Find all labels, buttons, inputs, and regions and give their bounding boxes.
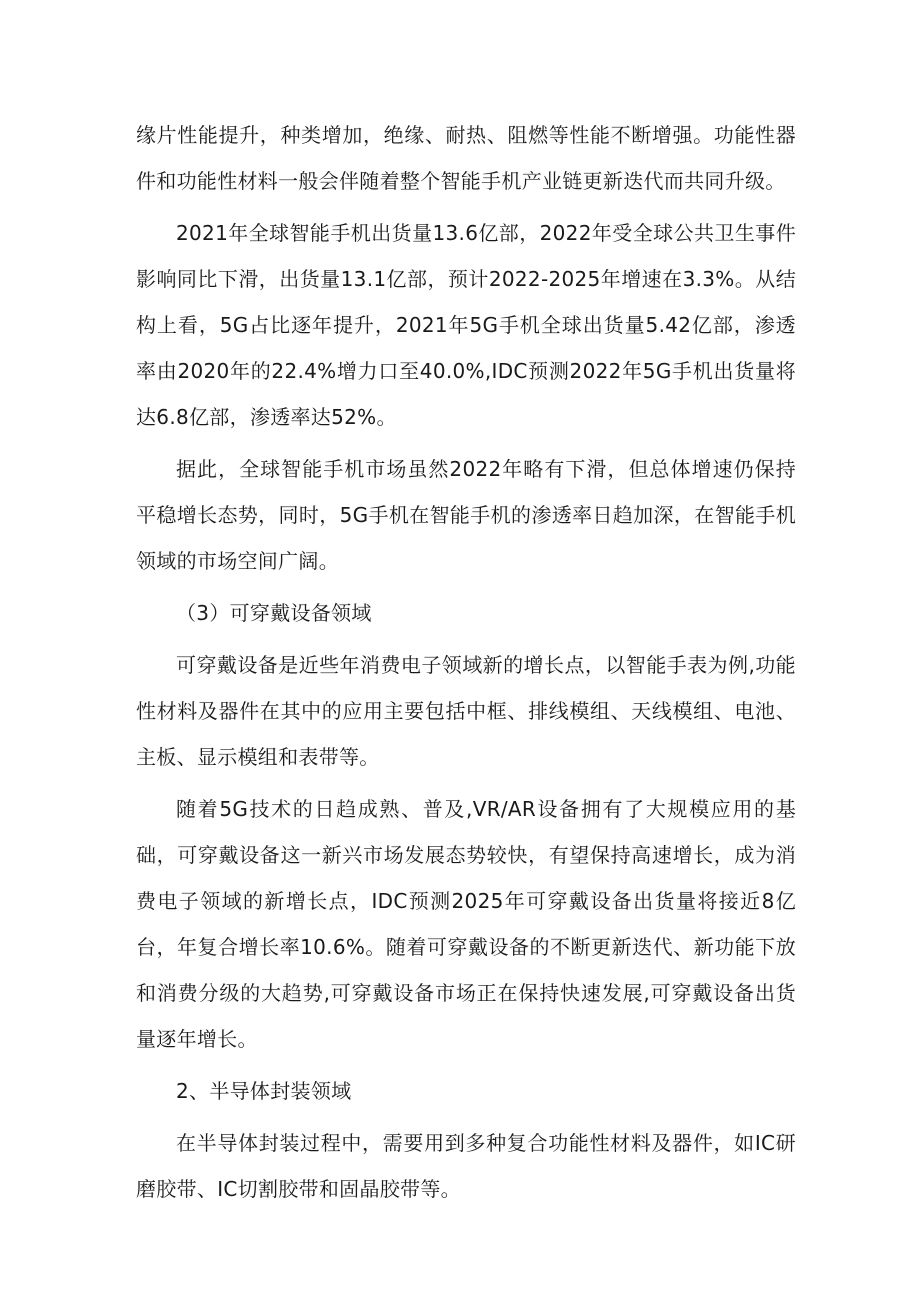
section-heading-semiconductor: 2、半导体封装领域 bbox=[176, 1079, 352, 1103]
paragraph-semiconductor-packaging: 在半导体封装过程中，需要用到多种复合功能性材料及器件，如IC研磨胶带、IC切割胶带和固晶胶带等。 bbox=[136, 1131, 796, 1201]
paragraph-smartphone-shipments: 2021年全球智能手机出货量13.6亿部，2022年受全球公共卫生事件影响同比下滑，出货量13.1亿部，预计2022-2025年增速在3.3%。从结构上看，5G占比逐年提升，2021年5G手机全球出货量5.42亿部，渗透率由2020年的22.4%增力口至40.0%,IDC预测2022年5G手机出货量将达6.8亿部，渗透率达52%。 bbox=[136, 221, 796, 429]
paragraph-wearables-growth: 随着5G技术的日趋成熟、普及,VR/AR设备拥有了大规模应用的基础，可穿戴设备这一新兴市场发展态势较快，有望保持高速增长，成为消费电子领域的新增长点，IDC预测2025年可穿戴设备出货量将接近8亿台，年复合增长率10.6%。随着可穿戴设备的不断更新迭代、新功能下放和消费分级的大趋势,可穿戴设备市场正在保持快速发展,可穿戴设备出货量逐年增长。 bbox=[136, 797, 796, 1051]
document-body bbox=[136, 112, 796, 1212]
paragraph-continuation: 缘片性能提升，种类增加，绝缘、耐热、阻燃等性能不断增强。功能性器件和功能性材料一般会伴随着整个智能手机产业链更新迭代而共同升级。 bbox=[136, 123, 796, 193]
paragraph-smartphone-summary: 据此，全球智能手机市场虽然2022年略有下滑，但总体增速仍保持平稳增长态势，同时，5G手机在智能手机的渗透率日趋加深，在智能手机领域的市场空间广阔。 bbox=[136, 457, 796, 573]
section-heading-wearables: （3）可穿戴设备领域 bbox=[176, 601, 372, 625]
paragraph-wearables-intro: 可穿戴设备是近些年消费电子领域新的增长点，以智能手表为例,功能性材料及器件在其中的应用主要包括中框、排线模组、天线模组、电池、主板、显示模组和表带等。 bbox=[136, 653, 796, 769]
